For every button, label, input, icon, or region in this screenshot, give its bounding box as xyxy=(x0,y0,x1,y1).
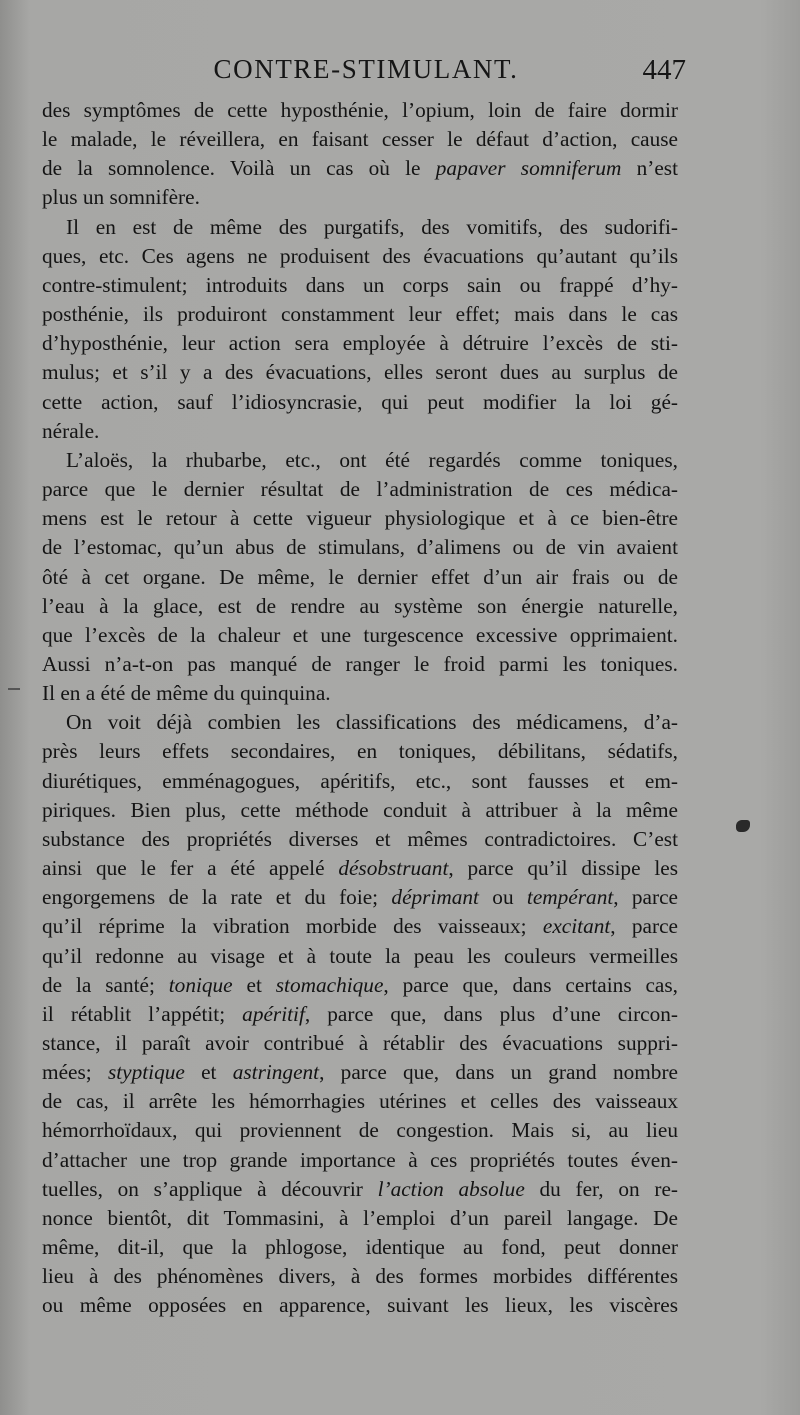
text-run: Aussi n’a-t-on pas manqué de ranger le froid parmi les toniques. xyxy=(42,651,678,676)
text-run: d’attacher une trop grande importance à ces propriétés toutes éven- xyxy=(42,1147,678,1172)
text-run: , parce xyxy=(610,914,679,939)
text-run: et xyxy=(184,1060,233,1085)
text-line xyxy=(42,708,678,737)
running-title: CONTRE-STIMULANT. xyxy=(213,54,519,84)
text-run: parce que le dernier résultat de l’administration de ces médica- xyxy=(42,477,678,502)
text-run: des symptômes de cette hyposthénie, l’opium, loin de faire dormir xyxy=(42,98,678,122)
text-line xyxy=(42,300,678,329)
body-text xyxy=(42,96,678,1321)
text-line xyxy=(42,650,678,679)
italic-term: apéritif xyxy=(242,1001,305,1026)
text-line xyxy=(42,563,678,592)
text-line xyxy=(42,1233,678,1262)
text-line xyxy=(42,1116,678,1145)
text-line xyxy=(42,796,678,825)
text-run: ou même opposées en apparence, suivant les lieux, les viscères xyxy=(42,1293,678,1318)
text-line xyxy=(42,854,678,883)
text-run: de la somnolence. Voilà un cas où le xyxy=(42,156,436,181)
text-line xyxy=(42,329,678,358)
text-run: nonce bientôt, dit Tommasini, à l’emploi d’un pareil langage. De xyxy=(42,1205,678,1230)
text-run: de l’estomac, qu’un abus de stimulans, d’alimens ou de vin avaient xyxy=(42,535,678,560)
text-run: de cas, il arrête les hémorrhagies utérines et celles des vaisseaux xyxy=(42,1089,678,1114)
text-run: ainsi que le fer a été appelé xyxy=(42,856,339,881)
ink-blot xyxy=(736,820,750,832)
text-run: ques, etc. Ces agens ne produisent des évacuations qu’autant qu’ils xyxy=(42,243,678,268)
text-run: tuelles, on s’applique à découvrir xyxy=(42,1176,378,1201)
text-run: nérale. xyxy=(42,418,100,443)
text-line xyxy=(42,1262,678,1291)
text-run: , parce xyxy=(613,885,678,910)
margin-mark xyxy=(8,688,20,690)
text-line xyxy=(42,533,678,562)
text-line xyxy=(42,417,678,446)
italic-term: stomachique xyxy=(275,972,384,997)
text-line xyxy=(42,125,678,154)
text-line xyxy=(42,883,678,912)
text-run: L’aloës, la rhubarbe, etc., ont été regardés comme toniques, xyxy=(66,447,678,472)
text-line xyxy=(42,1291,678,1320)
italic-term: déprimant xyxy=(391,885,479,910)
text-run: même, dit-il, que la phlogose, identique au fond, peut donner xyxy=(42,1235,678,1260)
text-line xyxy=(42,504,678,533)
text-run: le malade, le réveillera, en faisant cesser le défaut d’action, cause xyxy=(42,127,678,152)
text-run: près leurs effets secondaires, en toniques, débilitans, sédatifs, xyxy=(42,739,678,764)
italic-term: styptique xyxy=(107,1060,185,1085)
text-line xyxy=(42,621,678,650)
text-run: d’hyposthénie, leur action sera employée à détruire l’excès de sti- xyxy=(42,331,678,356)
text-run: plus un somnifère. xyxy=(42,185,200,210)
italic-term: désobstruant xyxy=(338,856,449,881)
text-line xyxy=(42,971,678,1000)
text-run: Il en a été de même du quinquina. xyxy=(42,681,331,706)
text-line xyxy=(42,271,678,300)
text-line xyxy=(42,679,678,708)
text-run: il rétablit l’appétit; xyxy=(42,1001,243,1026)
text-run: , parce que, dans plus d’une circon- xyxy=(304,1001,678,1026)
text-line xyxy=(42,767,678,796)
text-run: piriques. Bien plus, cette méthode conduit à attribuer à la même xyxy=(42,797,678,822)
text-line xyxy=(42,1087,678,1116)
text-run: , parce que, dans un grand nombre xyxy=(319,1060,678,1085)
text-line xyxy=(42,358,678,387)
text-line xyxy=(42,1000,678,1029)
text-line xyxy=(42,183,678,212)
text-line xyxy=(42,154,678,183)
text-run: lieu à des phénomènes divers, à des formes morbides différentes xyxy=(42,1264,678,1289)
text-run: , parce qu’il dissipe les xyxy=(448,856,678,881)
italic-term: tonique xyxy=(168,972,233,997)
text-run: de la santé; xyxy=(42,972,169,997)
text-run: , parce que, dans certains cas, xyxy=(383,972,678,997)
italic-term: l’action absolue xyxy=(377,1176,525,1201)
page-number: 447 xyxy=(642,54,686,86)
text-line xyxy=(42,592,678,621)
text-line xyxy=(42,446,678,475)
text-run: diurétiques, emménagogues, apéritifs, etc., sont fausses et em- xyxy=(42,768,678,793)
text-line xyxy=(42,737,678,766)
italic-term: excitant xyxy=(542,914,611,939)
text-run: contre-stimulent; introduits dans un corps sain ou frappé d’hy- xyxy=(42,272,678,297)
italic-term: papaver somniferum xyxy=(435,156,622,181)
text-run: ou xyxy=(478,885,527,910)
text-line xyxy=(42,96,678,125)
text-run: cette action, sauf l’idiosyncrasie, qui peut modifier la loi gé- xyxy=(42,389,678,414)
text-line xyxy=(42,825,678,854)
italic-term: astringent xyxy=(232,1060,320,1085)
text-run: engorgemens de la rate et du foie; xyxy=(42,885,392,910)
text-run: n’est xyxy=(621,156,678,181)
text-run: du fer, on re- xyxy=(524,1176,678,1201)
text-run: l’eau à la glace, est de rendre au système son énergie naturelle, xyxy=(42,593,678,618)
text-run: et xyxy=(232,972,276,997)
text-run: que l’excès de la chaleur et une turgescence excessive opprimaient. xyxy=(42,622,678,647)
text-line xyxy=(42,1175,678,1204)
text-run: On voit déjà combien les classifications des médicamens, d’a- xyxy=(66,710,678,735)
text-run: stance, il paraît avoir contribué à rétablir des évacuations suppri- xyxy=(42,1031,678,1055)
text-run: posthénie, ils produiront constamment leur effet; mais dans le cas xyxy=(42,302,678,327)
text-run: Il en est de même des purgatifs, des vomitifs, des sudorifi- xyxy=(66,214,678,239)
text-run: qu’il réprime la vibration morbide des vaisseaux; xyxy=(42,914,543,939)
text-line xyxy=(42,912,678,941)
italic-term: tempérant xyxy=(526,885,614,910)
text-line xyxy=(42,475,678,504)
text-line xyxy=(42,1146,678,1175)
text-run: qu’il redonne au visage et à toute la peau les couleurs vermeilles xyxy=(42,943,678,968)
text-line xyxy=(42,213,678,242)
text-run: mulus; et s’il y a des évacuations, elles seront dues au surplus de xyxy=(42,360,678,385)
text-run: substance des propriétés diverses et mêmes contradictoires. C’est xyxy=(42,826,678,851)
text-line xyxy=(42,388,678,417)
text-line xyxy=(42,942,678,971)
text-run: ôté à cet organe. De même, le dernier effet d’un air frais ou de xyxy=(42,564,678,589)
text-line xyxy=(42,1204,678,1233)
text-run: mées; xyxy=(42,1060,108,1085)
text-run: hémorrhoïdaux, qui proviennent de congestion. Mais si, au lieu xyxy=(42,1118,678,1143)
text-run: mens est le retour à cette vigueur physiologique et à ce bien-être xyxy=(42,506,678,531)
text-line xyxy=(42,1029,678,1058)
text-line xyxy=(42,1058,678,1087)
text-line xyxy=(42,242,678,271)
